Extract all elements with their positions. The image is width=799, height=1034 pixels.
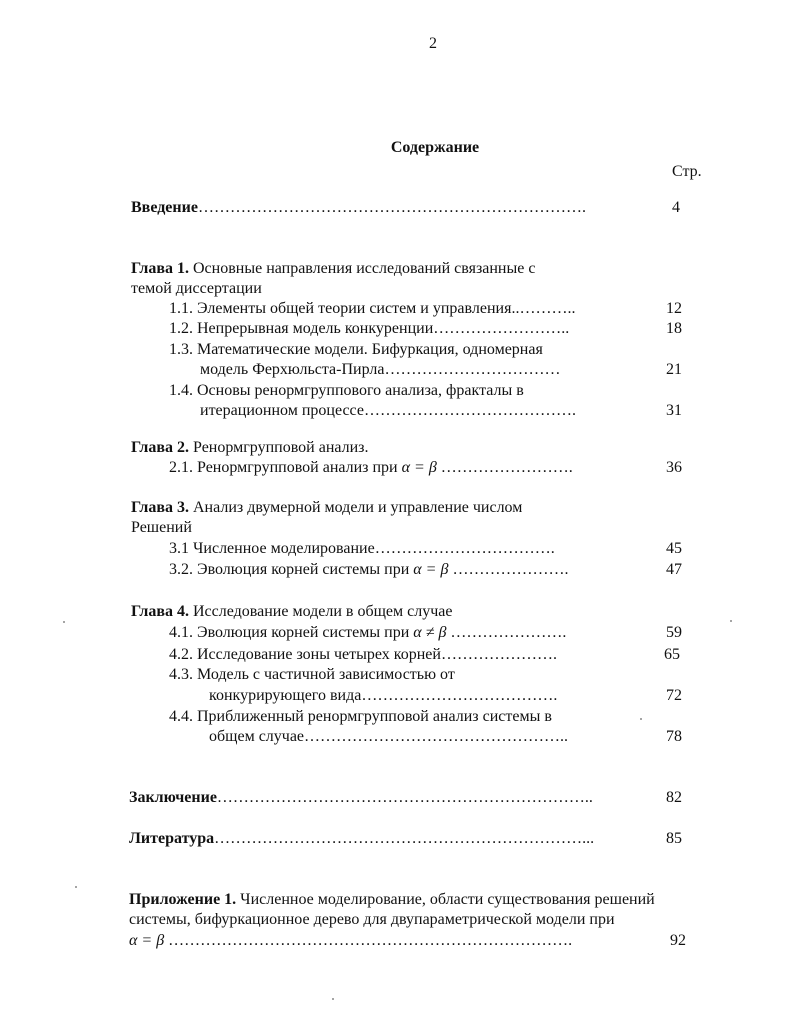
appendix-1-text-line-1: Численное моделирование, области существования решений <box>236 891 655 908</box>
chapter-1-label: Глава 1. <box>131 260 189 277</box>
section-1-2-page: 18 <box>666 320 682 337</box>
toc-entry-introduction <box>131 198 586 218</box>
chapter-2-heading <box>131 438 369 458</box>
chapter-1-title-line-1: Основные направления исследований связанные с <box>189 260 536 277</box>
toc-entry-literature <box>129 829 594 849</box>
section-4-1-dots: …………………. <box>446 624 567 641</box>
introduction-label: Введение <box>131 199 198 216</box>
chapter-2-title: Ренормгрупповой анализ. <box>189 439 369 456</box>
page-number: 2 <box>429 35 437 52</box>
section-3-2-page: 47 <box>666 561 682 578</box>
section-2-1 <box>169 458 573 478</box>
appendix-1-page: 92 <box>670 932 686 949</box>
section-4-1 <box>169 623 566 643</box>
section-4-2-page: 65 <box>664 646 680 663</box>
section-2-1-page: 36 <box>666 459 682 476</box>
section-1-3-line-1: 1.3. Математические модели. Бифуркация, одномерная <box>169 341 543 358</box>
introduction-dots: ………………………………………………………………. <box>197 199 586 216</box>
section-1-4-line-2: итерационном процессе…………………………………. <box>200 402 576 419</box>
introduction-page: 4 <box>672 199 680 216</box>
scan-speck <box>332 998 334 1000</box>
appendix-1-text-line-2: системы, бифуркационное дерево для двупараметрической модели при <box>129 911 615 928</box>
section-3-1-page: 45 <box>666 540 682 557</box>
section-4-3-page: 72 <box>666 687 682 704</box>
section-4-1-formula: α ≠ β <box>413 624 447 641</box>
literature-page: 85 <box>666 830 682 847</box>
section-3-2-text: 3.2. Эволюция корней системы при <box>169 561 414 578</box>
section-4-4-page: 78 <box>666 728 682 745</box>
section-2-1-dots: ……………………. <box>436 459 573 476</box>
chapter-4-title: Исследование модели в общем случае <box>189 603 453 620</box>
section-4-4-line-1: 4.4. Приближенный ренормгрупповой анализ системы в <box>169 708 552 725</box>
scan-speck <box>63 621 65 623</box>
section-3-1: 3.1 Численное моделирование……………………………. <box>169 540 555 557</box>
section-4-1-page: 59 <box>666 624 682 641</box>
chapter-3-label: Глава 3. <box>131 499 189 516</box>
section-4-3-line-1: 4.3. Модель с частичной зависимостью от <box>169 666 455 683</box>
section-2-1-formula: α = β <box>401 459 437 476</box>
conclusion-label: Заключение <box>129 789 217 806</box>
chapter-3-title-line-2: Решений <box>131 519 192 536</box>
section-1-3-page: 21 <box>666 361 682 378</box>
conclusion-dots: …………………………………………………………….. <box>216 789 593 806</box>
section-4-2: 4.2. Исследование зоны четырех корней…………………. <box>169 646 557 663</box>
appendix-1-formula: α = β <box>129 932 165 949</box>
section-2-1-text: 2.1. Ренормгрупповой анализ при <box>169 459 402 476</box>
section-4-4-line-2: общем случае………………………………………….. <box>209 728 569 745</box>
literature-dots: ……………………………………………………………... <box>214 830 595 847</box>
chapter-3-heading <box>131 498 522 518</box>
section-4-1-text: 4.1. Эволюция корней системы при <box>169 624 414 641</box>
chapter-2-label: Глава 2. <box>131 439 189 456</box>
scan-speck <box>640 718 642 720</box>
scan-speck <box>730 620 732 622</box>
appendix-1-line-3 <box>129 931 572 951</box>
section-3-2-formula: α = β <box>413 561 449 578</box>
section-4-3-line-2: конкурирующего вида………………………………. <box>209 687 558 704</box>
section-3-2 <box>169 560 568 580</box>
chapter-3-title-line-1: Анализ двумерной модели и управление числом <box>189 499 523 516</box>
chapter-1-heading <box>131 259 535 279</box>
chapter-4-heading <box>131 602 452 622</box>
section-1-4-line-1: 1.4. Основы ренормгруппового анализа, фракталы в <box>169 382 524 399</box>
section-1-2: 1.2. Непрерывная модель конкуренции…………………….. <box>169 320 570 337</box>
toc-entry-conclusion <box>129 788 593 808</box>
appendix-1-heading <box>129 890 655 910</box>
section-3-2-dots: …………………. <box>448 561 569 578</box>
section-1-3-line-2: модель Ферхюльста-Пирла…………………………… <box>200 361 561 378</box>
conclusion-page: 82 <box>666 789 682 806</box>
chapter-1-title-line-2: темой диссертации <box>131 280 262 297</box>
section-1-1: 1.1. Элементы общей теории систем и управления..……….. <box>169 300 576 317</box>
section-1-4-page: 31 <box>666 402 682 419</box>
toc-title: Содержание <box>390 139 480 156</box>
section-1-1-page: 12 <box>666 300 682 317</box>
page-column-label: Стр. <box>672 163 702 180</box>
appendix-1-dots: …………………………………………………………………. <box>164 932 573 949</box>
literature-label: Литература <box>129 830 215 847</box>
appendix-1-label: Приложение 1. <box>129 891 237 908</box>
scan-speck <box>75 886 77 888</box>
chapter-4-label: Глава 4. <box>131 603 189 620</box>
